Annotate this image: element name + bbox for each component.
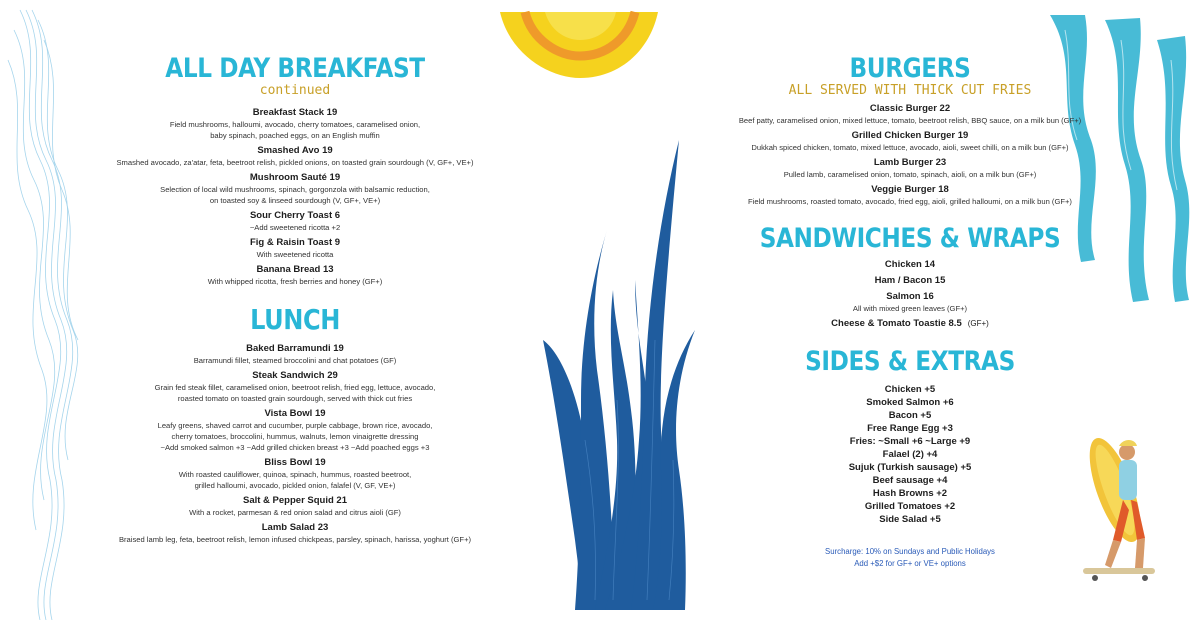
description-line: Field mushrooms, halloumi, avocado, cherry tomatoes, caramelised onion,	[169, 120, 421, 129]
menu-item-description	[720, 169, 1100, 180]
menu-item	[105, 342, 485, 366]
menu-item-description	[720, 303, 1100, 314]
breakfast-list	[105, 106, 485, 287]
menu-item-description	[105, 420, 485, 453]
menu-item-name	[720, 129, 1100, 142]
menu-item-description	[105, 507, 485, 518]
right-column	[720, 54, 1100, 570]
menu-item-description	[720, 115, 1100, 126]
menu-item	[105, 106, 485, 141]
breakfast-heading: ALL DAY BREAKFAST	[165, 53, 425, 84]
menu-item-description	[105, 249, 485, 260]
menu-item-title: Veggie Burger 18	[871, 184, 949, 195]
menu-item-description	[105, 119, 485, 141]
menu-item	[720, 317, 1100, 330]
sandwiches-heading: SANDWICHES & WRAPS	[759, 223, 1061, 254]
description-line: Barramundi fillet, steamed broccolini and chat potatoes (GF)	[193, 356, 397, 365]
menu-item-title: Sour Cherry Toast 6	[249, 210, 341, 221]
breakfast-subheading: continued	[259, 83, 331, 98]
menu-item-title: Ham / Bacon 15	[874, 275, 946, 286]
sandwiches-list	[720, 258, 1100, 330]
description-line: Beef patty, caramelised onion, mixed lettuce, tomato, beetroot relish, BBQ sauce, on a milk bun (GF+)	[738, 116, 1082, 125]
description-line: ~Add smoked salmon +3 ~Add grilled chicken breast +3 ~Add poached eggs +3	[160, 443, 430, 452]
menu-item-name	[105, 236, 485, 249]
side-item: Grilled Tomatoes +2	[864, 501, 956, 512]
menu-item-name	[105, 456, 485, 469]
description-line: Selection of local wild mushrooms, spinach, gorgonzola with balsamic reduction,	[160, 185, 430, 194]
left-column	[105, 54, 485, 548]
menu-item-title: Grilled Chicken Burger 19	[851, 130, 969, 141]
description-line: With whipped ricotta, fresh berries and honey (GF+)	[207, 277, 383, 286]
menu-item-title: Lamb Salad 23	[261, 522, 329, 533]
description-line: All with mixed green leaves (GF+)	[852, 304, 968, 313]
description-line: cherry tomatoes, broccolini, hummus, walnuts, lemon vinaigrette dressing	[171, 432, 419, 441]
menu-item-name	[105, 494, 485, 507]
side-item: Bacon +5	[888, 410, 932, 421]
menu-item-name	[105, 263, 485, 276]
menu-item-title: Vista Bowl 19	[264, 408, 326, 419]
description-line: With a rocket, parmesan & red onion salad and citrus aioli (GF)	[189, 508, 401, 517]
menu-item-title: Cheese & Tomato Toastie 8.5	[831, 318, 962, 329]
menu-item	[720, 258, 1100, 271]
menu-item-name	[105, 407, 485, 420]
side-item: Free Range Egg +3	[867, 423, 953, 434]
menu-item-title: Chicken 14	[884, 259, 936, 270]
description-line: Grain fed steak fillet, caramelised onion, beetroot relish, fried egg, lettuce, avocado,	[154, 383, 436, 392]
menu-item-title: Bliss Bowl 19	[264, 457, 326, 468]
menu-item-title: Lamb Burger 23	[873, 157, 947, 168]
menu-item	[720, 290, 1100, 314]
menu-item-title: Steak Sandwich 29	[252, 370, 338, 381]
menu-item-description	[105, 382, 485, 404]
menu-item-name	[105, 209, 485, 222]
menu-item	[720, 183, 1100, 207]
description-line: Field mushrooms, roasted tomato, avocado, fried egg, aioli, grilled halloumi, on a milk bun (GF+)	[748, 197, 1072, 206]
side-item: Sujuk (Turkish sausage) +5	[848, 462, 972, 473]
lunch-list	[105, 342, 485, 545]
description-line: roasted tomato on toasted grain sourdough, served with thick cut fries	[177, 394, 413, 403]
description-line: ~Add sweetened ricotta +2	[249, 223, 341, 232]
menu-item-title: Breakfast Stack 19	[252, 107, 338, 118]
side-item: Smoked Salmon +6	[866, 397, 954, 408]
menu-item	[720, 274, 1100, 287]
menu-item-title: Banana Bread 13	[256, 264, 334, 275]
surcharge-note: Add +$2 for GF+ or VE+ options	[854, 559, 966, 568]
description-line: With roasted cauliflower, quinoa, spinach, hummus, roasted beetroot,	[178, 470, 412, 479]
menu-item-name	[105, 106, 485, 119]
menu-item-description	[105, 157, 485, 168]
side-item: Beef sausage +4	[872, 475, 948, 486]
menu-item-name	[720, 258, 1100, 271]
menu-item-title: Baked Barramundi 19	[246, 343, 344, 354]
menu-item-description	[105, 276, 485, 287]
description-line: With sweetened ricotta	[256, 250, 334, 259]
menu-item	[105, 521, 485, 545]
seaweed-illustration	[535, 140, 705, 610]
menu-item-suffix: (GF+)	[967, 319, 989, 328]
menu-item	[105, 369, 485, 404]
menu-item	[105, 236, 485, 260]
menu-item-name	[720, 156, 1100, 169]
description-line: Dukkah spiced chicken, tomato, mixed lettuce, avocado, aioli, sweet chilli, on a milk bun (GF+)	[751, 143, 1069, 152]
menu-item	[105, 263, 485, 287]
menu-item-name	[105, 521, 485, 534]
menu-item-title: Mushroom Sauté 19	[249, 172, 341, 183]
menu-item-description	[105, 184, 485, 206]
menu-item-name	[720, 102, 1100, 115]
menu-item	[105, 494, 485, 518]
menu-item-name	[720, 290, 1100, 303]
sun-illustration	[470, 0, 670, 80]
menu-item-description	[105, 355, 485, 366]
menu-item-title: Classic Burger 22	[869, 103, 951, 114]
menu-item-description	[720, 142, 1100, 153]
menu-item	[720, 102, 1100, 126]
menu-item-description	[105, 222, 485, 233]
menu-item-description	[105, 534, 485, 545]
menu-item-name	[720, 183, 1100, 196]
menu-item-name	[720, 274, 1100, 287]
side-item: Fries: ~Small +6 ~Large +9	[849, 436, 971, 447]
menu-item	[720, 129, 1100, 153]
surcharge-note: Surcharge: 10% on Sundays and Public Holidays	[825, 547, 995, 556]
description-line: Smashed avocado, za'atar, feta, beetroot relish, pickled onions, on toasted grain sourdough (V, GF+, VE+)	[116, 158, 474, 167]
description-line: Pulled lamb, caramelised onion, tomato, spinach, aioli, on a milk bun (GF+)	[783, 170, 1037, 179]
sides-heading: SIDES & EXTRAS	[805, 346, 1015, 377]
menu-item-title: Smashed Avo 19	[257, 145, 333, 156]
side-item: Side Salad +5	[879, 514, 941, 525]
menu-item-name	[105, 144, 485, 157]
menu-item	[105, 144, 485, 168]
burgers-subheading: ALL SERVED WITH THICK CUT FRIES	[788, 83, 1032, 98]
surcharge-notes	[720, 546, 1100, 570]
menu-item-name	[105, 171, 485, 184]
menu-item	[105, 456, 485, 491]
menu-item-title: Fig & Raisin Toast 9	[249, 237, 341, 248]
menu-item-description	[720, 196, 1100, 207]
description-line: baby spinach, poached eggs, on an English muffin	[210, 131, 380, 140]
menu-item	[105, 407, 485, 453]
description-line: Leafy greens, shaved carrot and cucumber, purple cabbage, brown rice, avocado,	[157, 421, 433, 430]
menu-item	[105, 171, 485, 206]
burgers-heading: BURGERS	[849, 53, 971, 84]
description-line: Braised lamb leg, feta, beetroot relish, lemon infused chickpeas, parsley, spinach, harissa, yoghurt (GF+)	[118, 535, 472, 544]
lunch-heading: LUNCH	[250, 303, 340, 336]
menu-item-description	[105, 469, 485, 491]
menu-item-name	[720, 317, 1100, 330]
sides-list	[720, 383, 1100, 526]
menu-item	[720, 156, 1100, 180]
menu-item-name	[105, 342, 485, 355]
side-item: Falael (2) +4	[882, 449, 938, 460]
description-line: grilled halloumi, avocado, pickled onion, falafel (V, GF, VE+)	[194, 481, 396, 490]
side-item: Hash Browns +2	[872, 488, 948, 499]
burgers-list	[720, 102, 1100, 207]
menu-item	[105, 209, 485, 233]
menu-item-name	[105, 369, 485, 382]
side-item: Chicken +5	[884, 384, 936, 395]
menu-item-title: Salmon 16	[886, 291, 934, 302]
description-line: on toasted soy & linseed sourdough (V, GF+, VE+)	[209, 196, 381, 205]
menu-item-title: Salt & Pepper Squid 21	[243, 495, 347, 506]
wave-pattern-left	[0, 0, 110, 620]
